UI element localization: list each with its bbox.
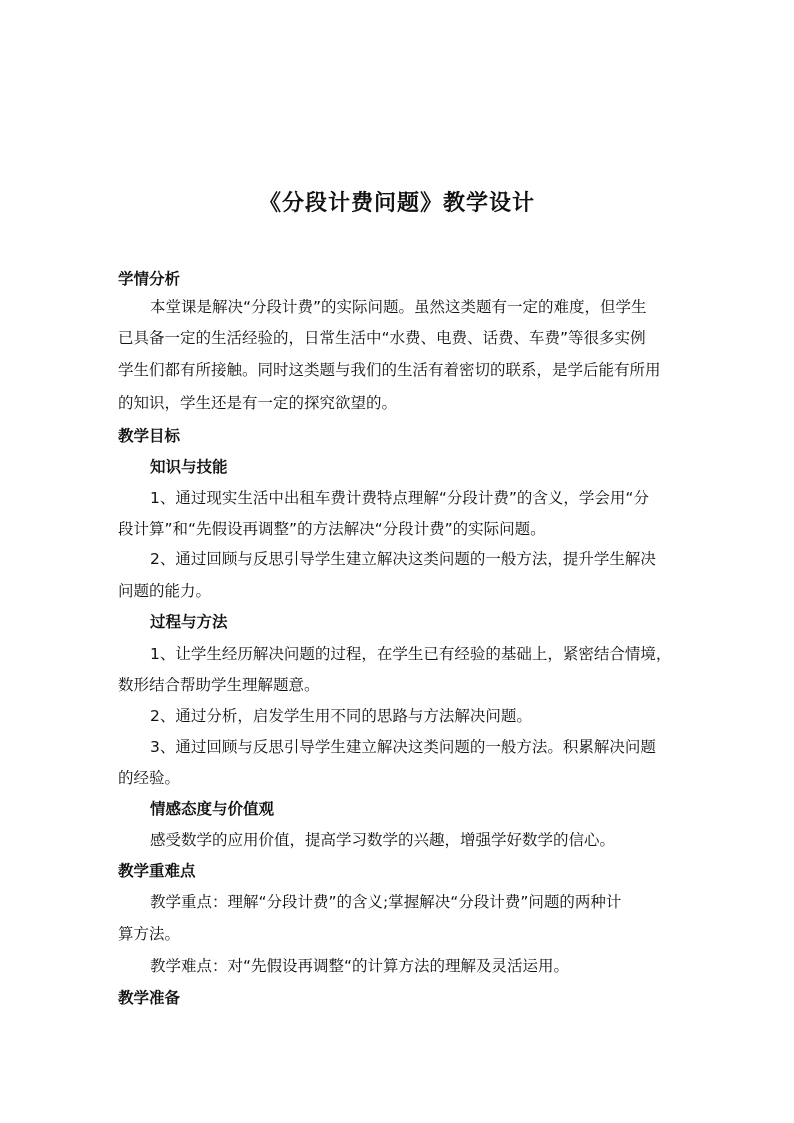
subheading-knowledge: 知识与技能 bbox=[150, 458, 228, 476]
subheading-emotion: 情感态度与价值观 bbox=[150, 800, 275, 818]
paragraph-line: 算方法。 bbox=[118, 925, 181, 943]
paragraph-line: 1、通过现实生活中出租车费计费特点理解“分段计费”的含义，学会用“分 bbox=[150, 489, 649, 507]
paragraph-line: 感受数学的应用价值，提高学习数学的兴趣，增强学好数学的信心。 bbox=[150, 831, 616, 849]
paragraph-line: 教学难点：对“先假设再调整“的计算方法的理解及灵活运用。 bbox=[150, 957, 570, 975]
paragraph-line: 1、让学生经历解决问题的过程，在学生已有经验的基础上，紧密结合情境， bbox=[150, 645, 672, 663]
paragraph-line: 3、通过回顾与反思引导学生建立解决这类问题的一般方法。积累解决问题 bbox=[150, 738, 656, 756]
paragraph-line: 本堂课是解决“分段计费”的实际问题。虽然这类题有一定的难度，但学生 bbox=[150, 298, 647, 316]
subheading-process: 过程与方法 bbox=[150, 613, 228, 631]
paragraph-line: 数形结合帮助学生理解题意。 bbox=[118, 676, 320, 694]
paragraph-line: 段计算”和“先假设再调整”的方法解决“分段计费”的实际问题。 bbox=[118, 520, 546, 538]
paragraph-line: 的经验。 bbox=[118, 769, 181, 787]
paragraph-line: 2、通过分析，启发学生用不同的思路与方法解决问题。 bbox=[150, 707, 532, 725]
paragraph-line: 学生们都有所接触。同时这类题与我们的生活有着密切的联系，是学后能有所用 bbox=[118, 361, 661, 379]
paragraph-line: 已具备一定的生活经验的，日常生活中“水费、电费、话费、车费”等很多实例 bbox=[118, 329, 646, 347]
paragraph-line: 问题的能力。 bbox=[118, 582, 212, 600]
heading-teaching-goals: 教学目标 bbox=[118, 427, 181, 445]
paragraph-line: 的知识，学生还是有一定的探究欲望的。 bbox=[118, 394, 398, 412]
heading-preparation: 教学准备 bbox=[118, 989, 181, 1007]
document-title: 《分段计费问题》教学设计 bbox=[258, 191, 535, 216]
heading-learning-analysis: 学情分析 bbox=[118, 270, 181, 288]
heading-key-points: 教学重难点 bbox=[118, 862, 196, 880]
paragraph-line: 教学重点：理解“分段计费”的含义;掌握解决“分段计费”问题的两种计 bbox=[150, 893, 622, 911]
paragraph-line: 2、通过回顾与反思引导学生建立解决这类问题的一般方法，提升学生解决 bbox=[150, 550, 656, 568]
